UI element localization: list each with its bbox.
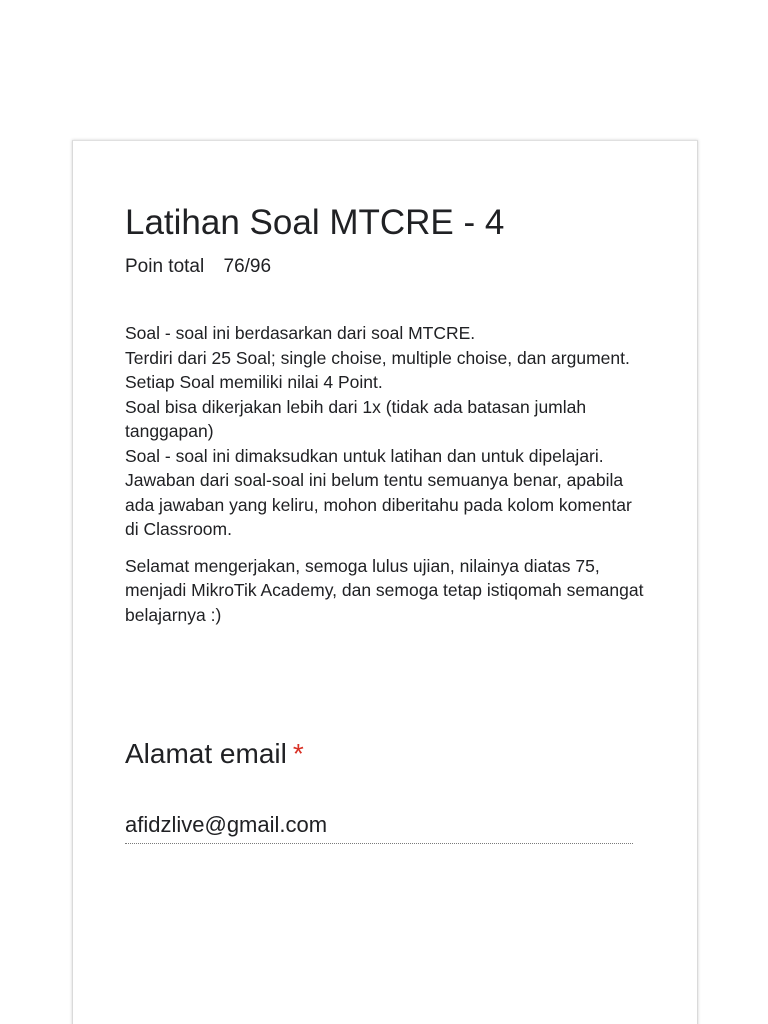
description-line: Setiap Soal memiliki nilai 4 Point. [125,372,383,392]
question-title [125,737,304,771]
description-line: Soal - soal ini dimaksudkan untuk latihan dan untuk dipelajari. [125,445,604,466]
form-title: Latihan Soal MTCRE - 4 [125,203,505,242]
email-answer-field[interactable]: afidzlive@gmail.com [125,811,633,844]
question-label: Alamat email [125,738,287,769]
score-value: 76/96 [223,256,272,277]
score-row [125,255,271,279]
description-line: Soal - soal ini berdasarkan dari soal MTCRE. [125,323,476,343]
form-card [72,140,698,1024]
description-spacer [125,542,645,554]
required-marker: * [292,738,304,769]
description-line: Terdiri dari 25 Soal; single choise, multiple choise, dan argument. [125,347,630,368]
description-line: Soal bisa dikerjakan lebih dari 1x (tidak ada batasan jumlah tanggapan) [125,396,587,441]
form-description [125,321,645,627]
closing-text: Selamat mengerjakan, semoga lulus ujian, nilainya diatas 75, menjadi MikroTik Academy, dan semoga tetap istiqomah semangat belajarnya :) [125,555,644,625]
description-line: Jawaban dari soal-soal ini belum tentu semuanya benar, apabila ada jawaban yang keliru, mohon diberitahu pada kolom komentar di Classroom. [125,470,632,539]
score-label: Poin total [125,256,205,277]
